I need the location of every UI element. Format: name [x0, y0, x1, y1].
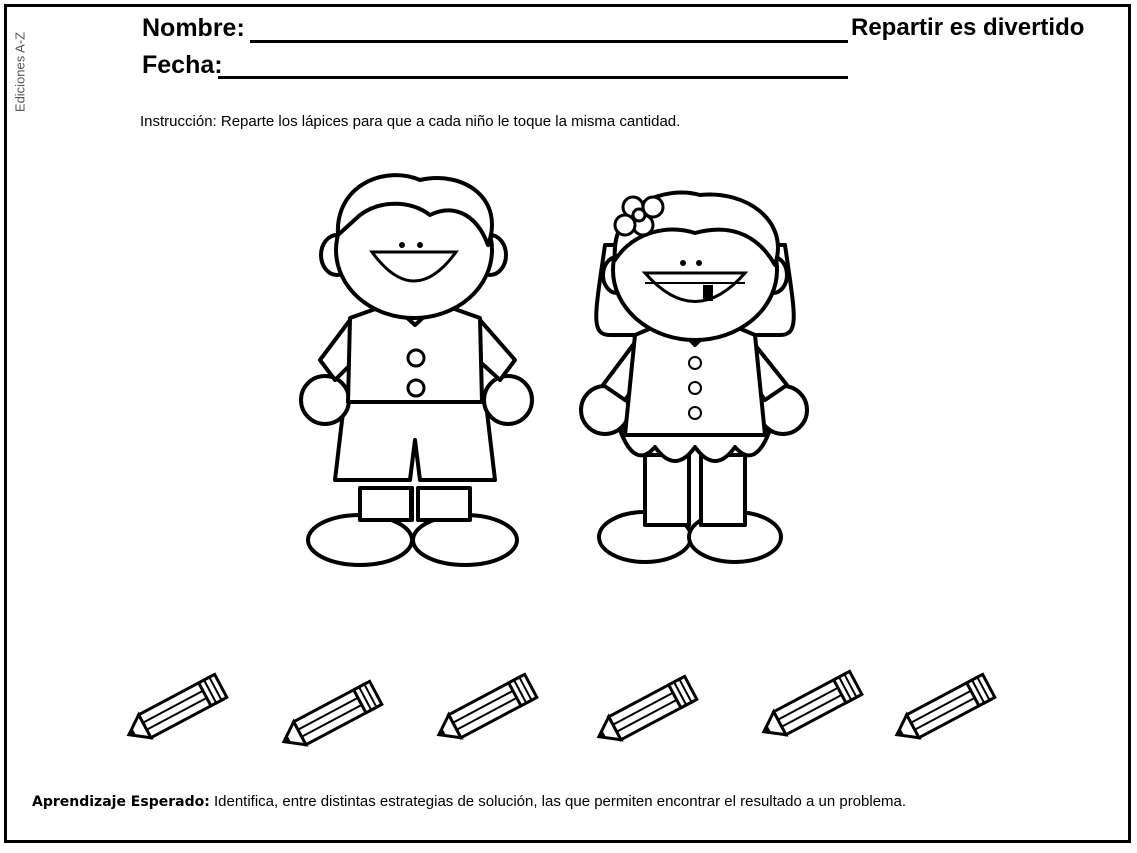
boy-figure-icon: [290, 170, 550, 570]
learning-outcome-text: Identifica, entre distintas estrategias de solución, las que permiten encontrar el resultado a un problema.: [213, 793, 907, 810]
learning-outcome-label: Aprendizaje Esperado:: [32, 794, 210, 810]
worksheet-title: Repartir es divertido: [851, 14, 1085, 41]
pencil-icon: [275, 675, 397, 753]
side-label: Ediciones A-Z: [12, 31, 28, 113]
name-label: Nombre:: [142, 14, 245, 42]
instruction-text: Instrucción: Reparte los lápices para que a cada niño le toque la misma cantidad.: [140, 113, 681, 130]
pencil-icon: [755, 665, 877, 743]
date-line: [218, 76, 848, 79]
pencil-icon: [888, 668, 1010, 746]
pencil-icon: [590, 670, 712, 748]
date-label: Fecha:: [142, 51, 223, 79]
learning-outcome: [32, 793, 906, 810]
pencil-icon: [120, 668, 242, 746]
girl-figure-icon: [575, 185, 815, 575]
pencil-icon: [430, 668, 552, 746]
name-line: [250, 40, 848, 43]
